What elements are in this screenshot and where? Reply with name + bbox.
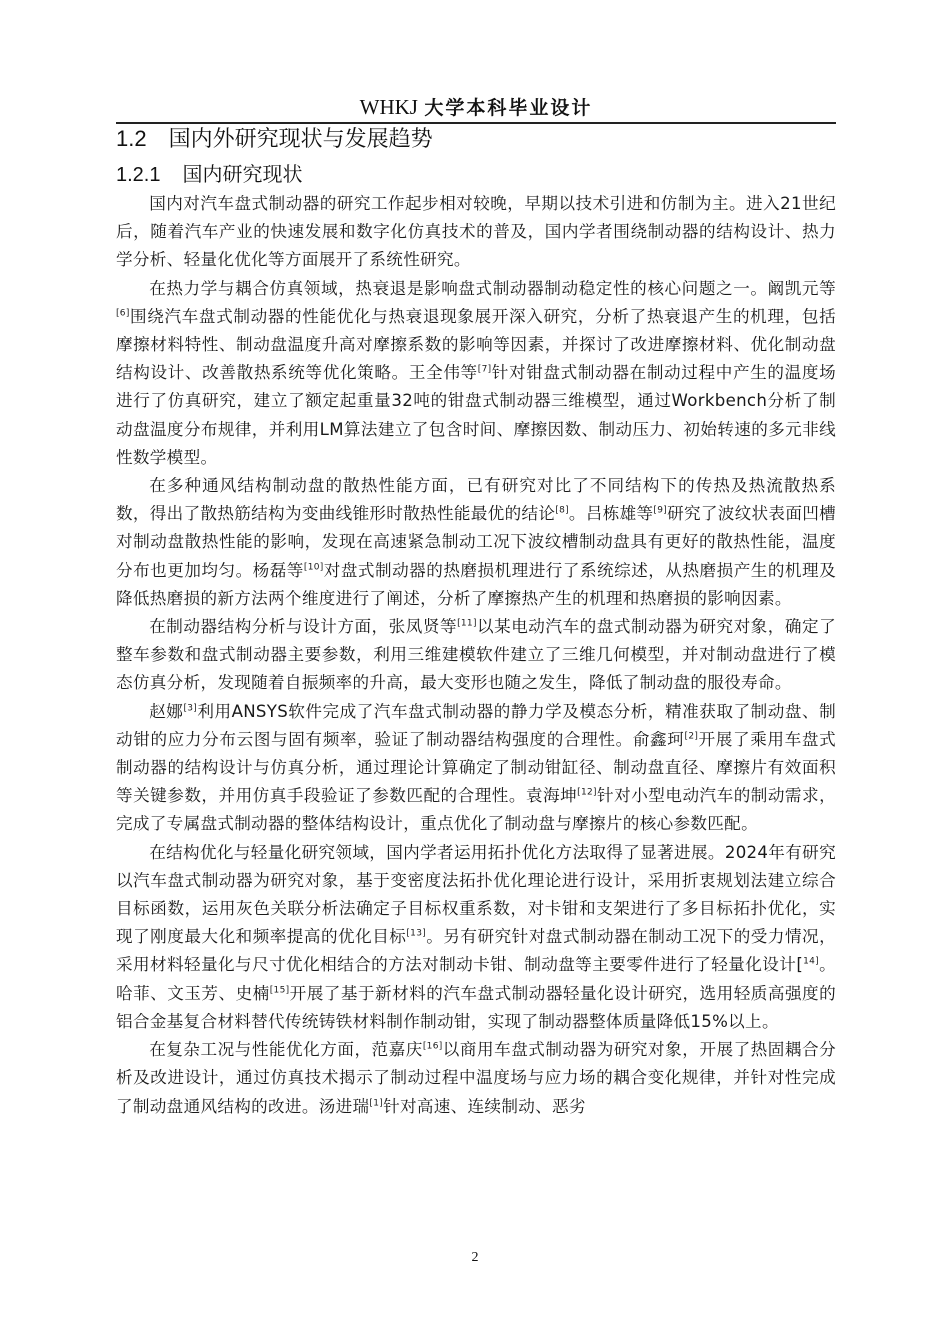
citation-ref: [1]: [369, 1097, 384, 1108]
paragraph: [116, 472, 836, 613]
subsection-number: 1.2.1: [116, 164, 161, 186]
paragraph-text: 。哈菲、文玉芳、史楠: [116, 955, 836, 1003]
citation-ref: [12]: [577, 787, 597, 798]
paragraph-text: 研究了波纹状表面凹槽对制动盘散热性能的影响，发现在高速紧急制动工况下波纹槽制动盘具有更好的散热性能，温度分布也更加均匀。杨磊等: [116, 504, 837, 580]
paragraph-text: 赵娜: [149, 701, 184, 721]
citation-ref: [7]: [477, 364, 492, 375]
citation-ref: 14]: [803, 956, 819, 967]
page-header: [116, 94, 836, 124]
paragraph-text: 对盘式制动器的热磨损机理进行了系统综述，从热磨损产生的机理及降低热磨损的新方法两个维度进行了阐述，分析了摩擦热产生的机理和热磨损的影响因素。: [116, 560, 836, 608]
paragraph: [116, 275, 836, 472]
paragraph-text: 在制动器结构分析与设计方面，张凤贤等: [149, 617, 458, 637]
citation-ref: [13]: [406, 928, 427, 939]
paragraph-text: 以商用车盘式制动器为研究对象，开展了热固耦合分析及改进设计，通过仿真技术揭示了制动过程中温度场与应力场的耦合变化规律，并针对性完成了制动盘通风结构的改进。汤进瑞: [116, 1040, 836, 1116]
paragraph-text: 。另有研究针对盘式制动器在制动工况下的受力情况，采用材料轻量化与尺寸优化相结合的方法对制动卡钳、制动盘等主要零件进行了轻量化设计[: [116, 927, 836, 975]
paragraph-text: 以某电动汽车的盘式制动器为研究对象，确定了整车参数和盘式制动器主要参数，利用三维建模软件建立了三维几何模型，并对制动盘进行了模态仿真分析，发现随着自振频率的升高，最大变形也随之发生，降低了制动盘的服役寿命。: [116, 617, 836, 693]
section-title: 国内外研究现状与发展趋势: [168, 127, 433, 152]
paragraph-text: 利用ANSYS软件完成了汽车盘式制动器的静力学及模态分析，精准获取了制动盘、制动钳的应力分布云图与固有频率，验证了制动器结构强度的合理性。俞鑫珂: [116, 701, 836, 749]
paragraph-text: 在结构优化与轻量化研究领域，国内学者运用拓扑优化方法取得了显著进展。2024年有研究以汽车盘式制动器为研究对象，基于变密度法拓扑优化理论进行设计，采用折衷规划法建立综合目标函数，运用灰色关联分析法确定子目标权重系数，对卡钳和支架进行了多目标拓扑优化，实现了刚度最大化和频率提高的优化目标: [116, 842, 836, 947]
paragraph-text: 针对钳盘式制动器在制动过程中产生的温度场进行了仿真研究，建立了额定起重量32吨的钳盘式制动器三维模型，通过Workbench分析了制动盘温度分布规律，并利用LM算法建立了包含时间、摩擦因数、制动压力、初始转速的多元非线性数学模型。: [116, 363, 836, 467]
paragraph-text: 开展了乘用车盘式制动器的结构设计与仿真分析，通过理论计算确定了制动钳缸径、制动盘直径、摩擦片有效面积等关键参数，并用仿真手段验证了参数匹配的合理性。袁海坤: [116, 729, 836, 806]
subsection-title: 国内研究现状: [182, 162, 303, 186]
citation-ref: [15]: [269, 985, 290, 996]
citation-ref: [2]: [684, 731, 699, 742]
citation-ref: [11]: [457, 618, 477, 629]
citation-ref: [10]: [303, 562, 324, 573]
paragraph-text: 在多种通风结构制动盘的散热性能方面，已有研究对比了不同结构下的传热及热流散热系数，得出了散热筋结构为变曲线锥形时散热性能最优的结论: [116, 476, 836, 524]
section-number: 1.2: [116, 126, 147, 151]
citation-ref: [6]: [116, 308, 130, 319]
header-code: WHKJ: [359, 95, 418, 119]
citation-ref: [9]: [653, 505, 668, 516]
paragraph-text: 围绕汽车盘式制动器的性能优化与热衰退现象展开深入研究，分析了热衰退产生的机理，包括摩擦材料特性、制动盘温度升高对摩擦系数的影响等因素，并探讨了改进摩擦材料、优化制动盘结构设计、改善散热系统等优化策略。王全伟等: [116, 306, 836, 383]
paragraph: [116, 190, 836, 275]
paragraph-text: 开展了基于新材料的汽车盘式制动器轻量化设计研究，选用轻质高强度的铝合金基复合材料替代传统铸铁材料制作制动钳，实现了制动器整体质量降低15%以上。: [116, 983, 836, 1031]
paragraph-text: 在热力学与耦合仿真领域，热衰退是影响盘式制动器制动稳定性的核心问题之一。阚凯元等: [149, 278, 836, 298]
paragraph-text: 针对高速、连续制动、恶劣: [383, 1096, 586, 1116]
paragraph-text: 国内对汽车盘式制动器的研究工作起步相对较晚，早期以技术引进和仿制为主。进入21世纪后，随着汽车产业的快速发展和数字化仿真技术的普及，国内学者围绕制动器的结构设计、热力学分析、轻量化优化等方面展开了系统性研究。: [116, 194, 836, 270]
section-heading: [116, 124, 433, 155]
paragraph: [116, 698, 836, 839]
body-text: [116, 190, 836, 1121]
citation-ref: [8]: [555, 505, 569, 516]
page-number: 2: [471, 1250, 479, 1265]
citation-ref: [16]: [422, 1041, 443, 1052]
paragraph-text: 在复杂工况与性能优化方面，范嘉庆: [149, 1040, 423, 1060]
paragraph-text: 针对小型电动汽车的制动需求，完成了专属盘式制动器的整体结构设计，重点优化了制动盘与摩擦片的核心参数匹配。: [116, 786, 836, 834]
paragraph: [116, 613, 836, 698]
citation-ref: [3]: [183, 703, 198, 714]
subsection-heading: [116, 160, 302, 189]
paragraph-text: 。吕栋雄等: [568, 504, 654, 524]
paragraph: [116, 839, 836, 1036]
paragraph: [116, 1036, 836, 1121]
header-title: 大学本科毕业设计: [424, 97, 593, 119]
